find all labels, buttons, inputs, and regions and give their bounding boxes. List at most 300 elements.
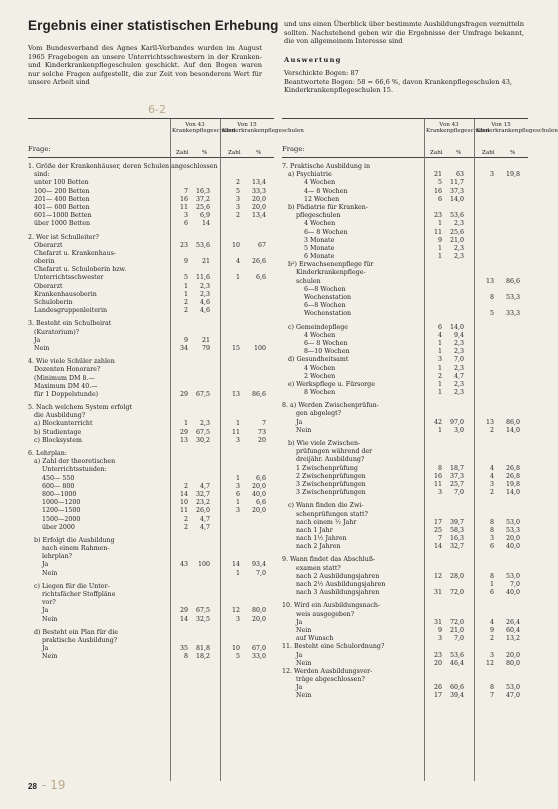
- zahl-krankenpflege: 23: [433, 651, 442, 659]
- pct-kinderkrankenpflege: 13,4: [251, 179, 266, 187]
- row-label: über 2000: [42, 523, 75, 531]
- pct-krankenpflege: 30,2: [195, 436, 210, 444]
- zahl-kinderkrankenpflege: 3: [235, 482, 240, 490]
- table-body: [282, 163, 528, 701]
- row-label: Nein: [296, 659, 312, 667]
- row-label: dreijähr. Ausbildung?: [296, 456, 365, 464]
- row-label: examen statt?: [296, 564, 341, 572]
- row-label: 8—10 Wochen: [304, 348, 350, 356]
- table-row: [282, 527, 528, 535]
- pct-kinderkrankenpflege: 6,6: [255, 274, 266, 282]
- zahl-krankenpflege: 42: [433, 418, 442, 426]
- table-row: [28, 583, 274, 591]
- row-label: 4. Wie viele Schüler zahlen: [28, 358, 115, 366]
- row-label: 6 Monate: [304, 253, 335, 261]
- pct-kinderkrankenpflege: 26,8: [505, 464, 520, 472]
- pct-krankenpflege: 28,0: [449, 572, 464, 580]
- pct-kinderkrankenpflege: 73: [257, 428, 266, 436]
- pct-krankenpflege: 21,0: [449, 626, 464, 634]
- zahl-kinderkrankenpflege: 12: [231, 607, 240, 615]
- zahl-kinderkrankenpflege: 5: [489, 310, 494, 318]
- row-label: c) Wann finden die Zwi-: [288, 502, 364, 510]
- row-label: 800—1000: [42, 490, 77, 498]
- zahl-krankenpflege: 1: [437, 348, 442, 356]
- table-row: [282, 581, 528, 589]
- row-label: 201— 400 Betten: [34, 195, 90, 203]
- zahl-krankenpflege: 35: [179, 645, 188, 653]
- table-row: [28, 366, 274, 374]
- table-row: [28, 329, 274, 337]
- table-row: [282, 356, 528, 364]
- pct-kinderkrankenpflege: 20,0: [251, 507, 266, 515]
- zahl-krankenpflege: 1: [183, 282, 188, 290]
- pct-krankenpflege: 2,3: [453, 380, 464, 388]
- row-label: nach einem ½ Jahr: [296, 518, 357, 526]
- pct-krankenpflege: 72,0: [449, 618, 464, 626]
- row-label: Nein: [296, 626, 312, 634]
- pct-krankenpflege: 2,3: [453, 244, 464, 252]
- row-label: a) Blockunterricht: [34, 420, 93, 428]
- table-row: [282, 556, 528, 564]
- table-row: [282, 220, 528, 228]
- row-label: b) Studientage: [34, 428, 82, 436]
- table-row: [28, 637, 274, 645]
- zahl-krankenpflege: 7: [183, 187, 188, 195]
- table-row: [282, 589, 528, 597]
- table-row: [28, 234, 274, 242]
- pct-kinderkrankenpflege: 19,8: [505, 480, 520, 488]
- pct-krankenpflege: 18,7: [449, 464, 464, 472]
- pct-kinderkrankenpflege: 40,0: [251, 490, 266, 498]
- table-row: [28, 171, 274, 179]
- row-label: Ja: [296, 651, 303, 659]
- pct-krankenpflege: 4,7: [199, 482, 210, 490]
- pct-krankenpflege: 79: [201, 344, 210, 352]
- row-label: Wochenstation: [304, 294, 352, 301]
- pct-kinderkrankenpflege: 20,0: [505, 651, 520, 659]
- pct-kinderkrankenpflege: 67,0: [251, 645, 266, 653]
- zahl-kinderkrankenpflege: 1: [235, 474, 240, 482]
- pct-krankenpflege: 2,3: [453, 348, 464, 356]
- pct-kinderkrankenpflege: 80,0: [505, 659, 520, 667]
- row-label: Nein: [34, 344, 50, 352]
- row-label: Dozenten Honorare?: [34, 366, 101, 374]
- row-label: Wochenstation: [304, 310, 352, 318]
- zahl-kinderkrankenpflege: 9: [489, 626, 494, 634]
- pct-krankenpflege: 4,7: [199, 515, 210, 523]
- pct-krankenpflege: 67,5: [195, 607, 210, 615]
- zahl-kinderkrankenpflege: 8: [489, 294, 494, 301]
- pct-krankenpflege: 7,0: [453, 356, 464, 364]
- zahl-kinderkrankenpflege: 8: [489, 684, 494, 692]
- pct-krankenpflege: 72,0: [449, 589, 464, 597]
- table-row: [28, 188, 274, 196]
- pct-krankenpflege: 6,9: [199, 212, 210, 220]
- table-row: [282, 602, 528, 610]
- table-row: [28, 375, 274, 383]
- zahl-kinderkrankenpflege: 3: [235, 195, 240, 203]
- pct-krankenpflege: 4,6: [199, 299, 210, 306]
- zahl-krankenpflege: 2: [183, 523, 188, 531]
- zahl-kinderkrankenpflege: 1: [489, 581, 494, 588]
- pct-header: %: [256, 150, 262, 156]
- zahl-krankenpflege: 34: [179, 344, 188, 352]
- zahl-header: Zahl: [176, 150, 189, 156]
- table-row: [28, 299, 274, 307]
- row-label: Ja: [42, 607, 49, 615]
- pct-kinderkrankenpflege: 33,3: [251, 187, 266, 195]
- pct-krankenpflege: 37,2: [195, 195, 210, 203]
- row-label: b²) Erwachsenenpflege für: [288, 261, 374, 269]
- zahl-krankenpflege: 16: [433, 187, 442, 195]
- pct-krankenpflege: 25,6: [449, 228, 464, 236]
- zahl-kinderkrankenpflege: 2: [489, 489, 494, 497]
- frage-header: Frage:: [282, 145, 305, 153]
- pct-krankenpflege: 46,4: [449, 659, 464, 667]
- row-label: Schuloberin: [34, 299, 73, 306]
- table-row: [282, 427, 528, 435]
- zahl-kinderkrankenpflege: 15: [231, 344, 240, 352]
- row-label: 6— 8 Wochen: [304, 339, 348, 347]
- pct-kinderkrankenpflege: 86,6: [505, 277, 520, 285]
- table-header: [28, 119, 304, 158]
- zahl-krankenpflege: 1: [437, 220, 442, 228]
- pct-kinderkrankenpflege: 26,8: [505, 472, 520, 480]
- zahl-kinderkrankenpflege: 1: [235, 420, 240, 428]
- table-row: [28, 179, 274, 187]
- row-label: nach 1 Jahr: [296, 526, 333, 534]
- table-row: [28, 307, 274, 315]
- zahl-krankenpflege: 3: [183, 212, 188, 220]
- zahl-kinderkrankenpflege: 14: [231, 561, 240, 569]
- pct-krankenpflege: 4,7: [453, 372, 464, 380]
- row-label: 1500—2000: [42, 515, 81, 523]
- zahl-krankenpflege: 29: [179, 390, 188, 398]
- zahl-kinderkrankenpflege: 3: [235, 436, 240, 444]
- row-label: unter 100 Betten: [34, 179, 89, 187]
- zahl-kinderkrankenpflege: 8: [489, 518, 494, 526]
- zahl-krankenpflege: 9: [437, 236, 442, 244]
- pct-kinderkrankenpflege: 14,0: [505, 426, 520, 434]
- pct-krankenpflege: 18,2: [195, 653, 210, 661]
- table-row: [282, 179, 528, 187]
- row-label: über 1000 Betten: [34, 220, 91, 228]
- pct-krankenpflege: 32,5: [195, 615, 210, 623]
- table-row: [28, 345, 274, 353]
- zahl-krankenpflege: 25: [433, 526, 442, 534]
- zahl-krankenpflege: 11: [179, 203, 188, 211]
- pct-kinderkrankenpflege: 26,6: [251, 258, 266, 266]
- table-row: [282, 676, 528, 684]
- row-label: 3 Monate: [304, 236, 335, 244]
- zahl-krankenpflege: 7: [437, 535, 442, 543]
- zahl-krankenpflege: 26: [433, 684, 442, 692]
- pct-kinderkrankenpflege: 40,0: [505, 543, 520, 551]
- zahl-krankenpflege: 10: [179, 499, 188, 507]
- pct-krankenpflege: 4,7: [199, 523, 210, 531]
- row-label: Oberarzt: [34, 241, 63, 249]
- row-label: Nein: [42, 615, 58, 623]
- pct-krankenpflege: 32,7: [449, 543, 464, 551]
- zahl-krankenpflege: 1: [437, 244, 442, 252]
- table-row: [282, 684, 528, 692]
- table-row: [282, 204, 528, 212]
- row-label: Nein: [296, 692, 312, 700]
- row-label: Ja: [42, 561, 49, 569]
- zahl-krankenpflege: 14: [433, 543, 442, 551]
- row-label: nach einem Rahmen-: [42, 545, 110, 553]
- pct-header: %: [456, 150, 462, 156]
- table-row: [282, 348, 528, 356]
- table-row: [28, 537, 274, 545]
- row-label: b) Pädiatrie für Kranken-: [288, 203, 368, 211]
- zahl-krankenpflege: 2: [183, 482, 188, 490]
- row-label: 8 Wochen: [304, 389, 336, 397]
- table-row: [28, 429, 274, 437]
- row-label: sind:: [34, 171, 50, 179]
- table-row: [28, 607, 274, 615]
- zahl-krankenpflege: 29: [179, 607, 188, 615]
- pct-krankenpflege: 2,3: [453, 389, 464, 397]
- zahl-kinderkrankenpflege: 3: [235, 507, 240, 515]
- zahl-kinderkrankenpflege: 6: [489, 589, 494, 597]
- pct-krankenpflege: 58,3: [449, 526, 464, 534]
- table-row: [282, 261, 528, 269]
- zahl-kinderkrankenpflege: 12: [485, 659, 494, 667]
- row-label: 4 Wochen: [304, 364, 336, 372]
- row-label: Kinderkrankenpflege-: [296, 269, 366, 277]
- table-row: [28, 653, 274, 661]
- table-row: [282, 163, 528, 171]
- table-row: [28, 337, 274, 345]
- group-header-kinderkrankenpflege: Von 15 Kinderkrankenpflegeschulen: [476, 122, 558, 135]
- table-row: [282, 410, 528, 418]
- zahl-krankenpflege: 14: [179, 615, 188, 623]
- survey-table-left: [28, 118, 304, 781]
- table-row: [282, 511, 528, 519]
- pct-kinderkrankenpflege: 47,0: [505, 692, 520, 700]
- zahl-krankenpflege: 16: [179, 195, 188, 203]
- zahl-krankenpflege: 2: [437, 372, 442, 380]
- row-label: 5 Monate: [304, 244, 335, 252]
- pct-krankenpflege: 67,5: [195, 390, 210, 398]
- zahl-kinderkrankenpflege: 3: [489, 535, 494, 543]
- table-row: [282, 171, 528, 179]
- table-row: [28, 437, 274, 445]
- zahl-kinderkrankenpflege: 2: [235, 212, 240, 220]
- zahl-kinderkrankenpflege: 3: [489, 651, 494, 659]
- table-row: [28, 561, 274, 569]
- zahl-krankenpflege: 1: [437, 380, 442, 388]
- zahl-kinderkrankenpflege: 6: [489, 543, 494, 551]
- zahl-kinderkrankenpflege: 10: [231, 645, 240, 653]
- table-row: [28, 320, 274, 328]
- row-label: b) Erfolgt die Ausbildung: [34, 536, 115, 544]
- zahl-krankenpflege: 5: [183, 274, 188, 282]
- row-label: weis ausgegeben?: [296, 610, 355, 618]
- pct-krankenpflege: 14,0: [449, 323, 464, 331]
- pct-krankenpflege: 2,3: [453, 253, 464, 261]
- zahl-kinderkrankenpflege: 2: [235, 179, 240, 187]
- row-label: Landesgruppenleiterin: [34, 307, 108, 315]
- row-label: nach 3 Ausbildungsjahren: [296, 589, 380, 597]
- zahl-krankenpflege: 31: [433, 589, 442, 597]
- table-row: [28, 491, 274, 499]
- row-label: 601—1000 Betten: [34, 212, 92, 220]
- zahl-krankenpflege: 2: [183, 515, 188, 523]
- pct-krankenpflege: 21,0: [449, 236, 464, 244]
- zahl-kinderkrankenpflege: 3: [235, 203, 240, 211]
- zahl-krankenpflege: 11: [433, 480, 442, 488]
- zahl-krankenpflege: 17: [433, 518, 442, 526]
- zahl-krankenpflege: 12: [433, 572, 442, 580]
- row-label: a) Psychiatrie: [288, 171, 332, 179]
- table-row: [28, 163, 274, 171]
- row-label: Nein: [296, 426, 312, 434]
- pct-kinderkrankenpflege: 33,3: [505, 310, 520, 318]
- zahl-krankenpflege: 23: [179, 241, 188, 249]
- table-row: [28, 358, 274, 366]
- table-row: [28, 499, 274, 507]
- row-label: 1. Größe der Krankenhäuser, deren Schulen angeschlossen: [28, 163, 218, 170]
- zahl-krankenpflege: 6: [183, 220, 188, 228]
- row-label: b) Wie viele Zwischen-: [288, 440, 361, 447]
- row-label: 4 Wochen: [304, 179, 336, 187]
- table-row: [28, 483, 274, 491]
- row-label: 7. Praktische Ausbildung in: [282, 163, 371, 170]
- pct-kinderkrankenpflege: 53,0: [505, 684, 520, 692]
- row-label: Maximum DM 40.—: [34, 382, 98, 390]
- zahl-kinderkrankenpflege: 4: [489, 464, 494, 472]
- table-row: [282, 465, 528, 473]
- pct-kinderkrankenpflege: 20,0: [505, 535, 520, 543]
- group-header-krankenpflege: Von 43 Krankenpflegeschulen: [426, 122, 490, 135]
- pct-kinderkrankenpflege: 7,0: [509, 581, 520, 588]
- zahl-krankenpflege: 11: [179, 507, 188, 515]
- table-row: [28, 629, 274, 637]
- row-label: c) Blocksystem: [34, 436, 83, 444]
- row-label: 4 Wochen: [304, 331, 336, 339]
- table-row: [28, 412, 274, 420]
- zahl-krankenpflege: 1: [183, 420, 188, 428]
- table-row: [282, 365, 528, 373]
- table-row: [28, 570, 274, 578]
- zahl-krankenpflege: 3: [437, 635, 442, 643]
- zahl-kinderkrankenpflege: 13: [485, 418, 494, 426]
- pct-krankenpflege: 53,6: [449, 651, 464, 659]
- row-label: Ja: [34, 336, 41, 344]
- zahl-kinderkrankenpflege: 3: [489, 171, 494, 179]
- zahl-krankenpflege: 1: [183, 290, 188, 298]
- page-number: 28: [28, 782, 37, 791]
- row-label: Oberarzt: [34, 282, 63, 290]
- zahl-krankenpflege: 2: [183, 299, 188, 306]
- row-label: d) Besteht ein Plan für die: [34, 628, 118, 636]
- zahl-krankenpflege: 43: [179, 561, 188, 569]
- table-row: [28, 204, 274, 212]
- table-row: [28, 545, 274, 553]
- table-row: [28, 475, 274, 483]
- survey-table-right: [282, 118, 558, 781]
- pct-krankenpflege: 14: [201, 220, 210, 228]
- table-row: [282, 212, 528, 220]
- row-label: 2. Wer ist Schulleiter?: [28, 233, 99, 241]
- zahl-krankenpflege: 29: [179, 428, 188, 436]
- pct-krankenpflege: 3,0: [453, 426, 464, 434]
- table-row: [28, 507, 274, 515]
- table-row: [282, 188, 528, 196]
- zahl-header: Zahl: [430, 150, 443, 156]
- table-row: [28, 516, 274, 524]
- pct-krankenpflege: 39,4: [449, 692, 464, 700]
- row-label: nach 1½ Jahren: [296, 535, 347, 543]
- row-label: gen abgelegt?: [296, 410, 342, 418]
- auswertung-text: Verschickte Bogen: 87 Beantwortete Bogen: 58 = 66,6 %, davon Krankenpflegeschulen 43, Kinderkrankenpflegeschulen 15.: [284, 69, 513, 95]
- pct-kinderkrankenpflege: 20: [257, 436, 266, 444]
- table-row: [282, 652, 528, 660]
- pct-krankenpflege: 53,6: [449, 212, 464, 220]
- table-row: [282, 245, 528, 253]
- pct-krankenpflege: 67,5: [195, 428, 210, 436]
- zahl-krankenpflege: 9: [183, 258, 188, 266]
- row-label: Nein: [42, 653, 58, 661]
- zahl-krankenpflege: 9: [437, 626, 442, 634]
- pct-kinderkrankenpflege: 86,0: [505, 418, 520, 426]
- table-header: [282, 119, 558, 158]
- row-label: Ja: [296, 418, 303, 426]
- zahl-krankenpflege: 1: [437, 426, 442, 434]
- row-label: 6— 8 Wochen: [304, 228, 348, 236]
- pencil-annotation: 6-2: [148, 103, 166, 116]
- pct-krankenpflege: 2,3: [199, 420, 210, 428]
- pct-krankenpflege: 100: [197, 561, 210, 569]
- auswertung-heading: Auswertung: [284, 56, 342, 64]
- table-row: [282, 237, 528, 245]
- zahl-kinderkrankenpflege: 5: [235, 187, 240, 195]
- pct-krankenpflege: 14,0: [449, 195, 464, 203]
- table-row: [282, 611, 528, 619]
- pct-kinderkrankenpflege: 7,0: [255, 569, 266, 577]
- row-label: Chefarzt u. Schuloberin bzw.: [34, 266, 127, 274]
- row-label: c) Liegen für die Unter-: [34, 582, 110, 590]
- zahl-krankenpflege: 1: [437, 389, 442, 397]
- table-row: [282, 402, 528, 410]
- pct-krankenpflege: 2,3: [199, 290, 210, 298]
- intro-paragraph-left: Vom Bundesverband des Agnes Karll-Verbandes wurden im August 1965 Fragebogen an unsere Unterrichtsschwestern in der Kranken- und Kinderkrankenpflegeschulen geschickt. Auf den Bogen waren nur solche Fragen aufgestellt, die zur Zeit von besonderem Wert für unsere Arbeit sind: [28, 44, 262, 87]
- pct-kinderkrankenpflege: 6,6: [255, 474, 266, 482]
- pct-header: %: [510, 150, 516, 156]
- row-label: 10. Wird ein Ausbildungsnach-: [282, 602, 381, 610]
- zahl-krankenpflege: 3: [437, 489, 442, 497]
- pct-kinderkrankenpflege: 26,4: [505, 618, 520, 626]
- zahl-krankenpflege: 5: [437, 179, 442, 187]
- row-label: 5. Nach welchem System erfolgt: [28, 404, 133, 412]
- row-label: Krankenhausoberin: [34, 290, 97, 298]
- row-label: 1 Zwischenprüfung: [296, 464, 358, 472]
- row-label: 3 Zwischenprüfungen: [296, 480, 366, 488]
- pct-kinderkrankenpflege: 20,0: [251, 482, 266, 490]
- row-label: 6—8 Wochen: [304, 285, 346, 293]
- table-row: [282, 643, 528, 651]
- row-label: 401— 600 Betten: [34, 203, 90, 211]
- zahl-kinderkrankenpflege: 8: [489, 526, 494, 534]
- zahl-krankenpflege: 8: [183, 653, 188, 661]
- zahl-kinderkrankenpflege: 3: [235, 615, 240, 623]
- row-label: nach 2 Ausbildungsjahren: [296, 572, 380, 580]
- pct-krankenpflege: 25,6: [195, 203, 210, 211]
- row-label: 4 Wochen: [304, 220, 336, 228]
- pct-krankenpflege: 60,6: [449, 684, 464, 692]
